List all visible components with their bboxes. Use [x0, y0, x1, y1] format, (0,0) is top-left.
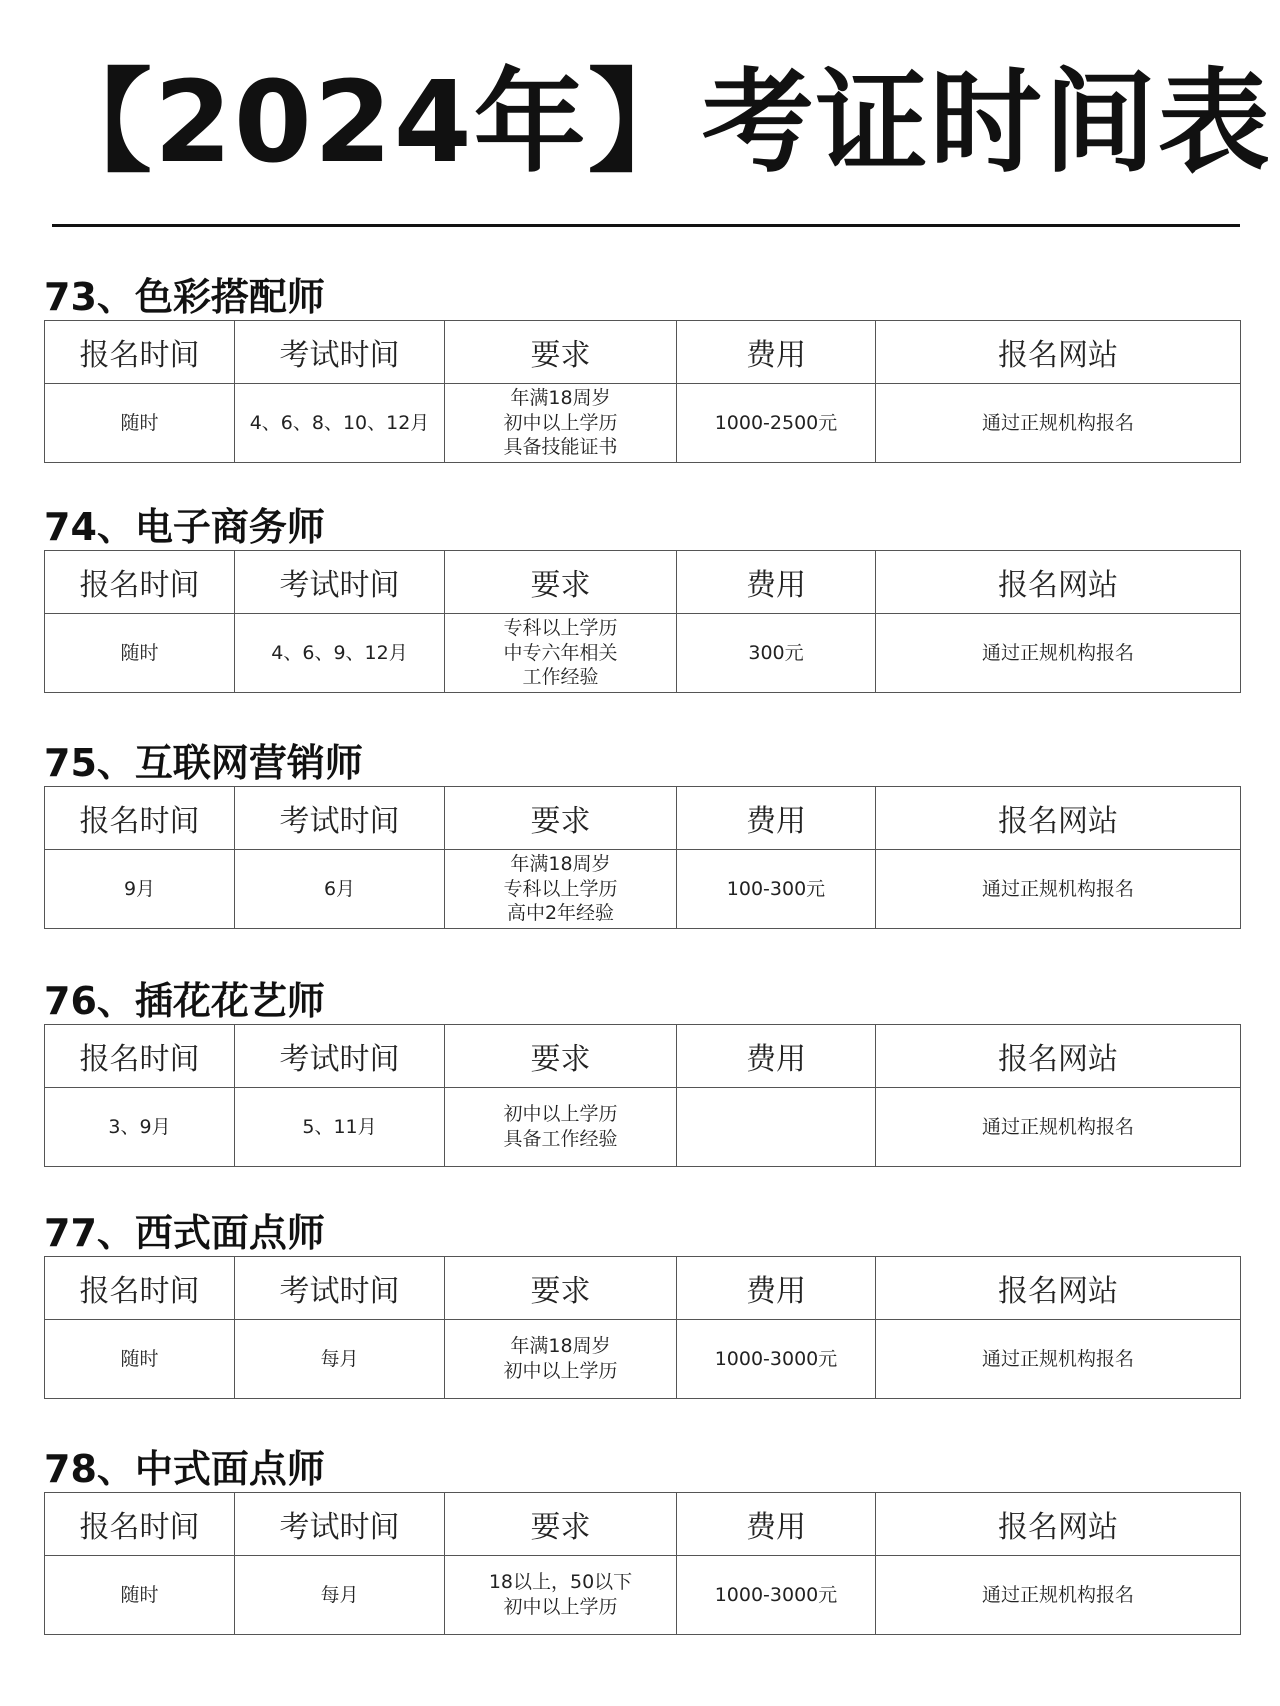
- column-header: 要求: [445, 551, 677, 614]
- column-header: 报名网站: [876, 1257, 1241, 1320]
- exam-time-cell: 每月: [235, 1320, 445, 1399]
- column-header: 费用: [677, 551, 876, 614]
- register-site-cell: 通过正规机构报名: [876, 850, 1241, 929]
- exam-time-cell: 6月: [235, 850, 445, 929]
- register-site-cell: 通过正规机构报名: [876, 1320, 1241, 1399]
- column-header: 费用: [677, 1257, 876, 1320]
- column-header: 要求: [445, 1257, 677, 1320]
- column-header: 考试时间: [235, 321, 445, 384]
- section-title: 73、色彩搭配师: [44, 275, 325, 319]
- column-header: 报名网站: [876, 321, 1241, 384]
- requirement-line: 工作经验: [522, 666, 599, 689]
- column-header: 报名时间: [45, 551, 235, 614]
- table-row: [45, 384, 1241, 463]
- schedule-table: [44, 550, 1241, 693]
- column-header: 费用: [677, 787, 876, 850]
- column-header: 费用: [677, 1025, 876, 1088]
- table-header-row: [45, 787, 1241, 850]
- section-title: 77、西式面点师: [44, 1211, 325, 1255]
- column-header: 报名时间: [45, 787, 235, 850]
- requirements-cell: [445, 1556, 677, 1635]
- fee-cell: 300元: [677, 614, 876, 693]
- column-header: 考试时间: [235, 551, 445, 614]
- column-header: 考试时间: [235, 1257, 445, 1320]
- fee-cell: 1000-2500元: [677, 384, 876, 463]
- column-header: 报名时间: [45, 321, 235, 384]
- register-time-cell: 随时: [45, 1556, 235, 1635]
- fee-cell: [677, 1088, 876, 1167]
- column-header: 要求: [445, 1025, 677, 1088]
- exam-time-cell: 每月: [235, 1556, 445, 1635]
- section-title: 76、插花花艺师: [44, 979, 325, 1023]
- requirements-cell: [445, 384, 677, 463]
- column-header: 费用: [677, 1493, 876, 1556]
- register-site-cell: 通过正规机构报名: [876, 1088, 1241, 1167]
- register-time-cell: 随时: [45, 1320, 235, 1399]
- column-header: 要求: [445, 787, 677, 850]
- requirement-line: 18以上，50以下: [488, 1571, 633, 1594]
- table-header-row: [45, 1025, 1241, 1088]
- table-row: [45, 850, 1241, 929]
- register-time-cell: 随时: [45, 614, 235, 693]
- requirement-line: 专科以上学历: [503, 616, 618, 639]
- requirement-line: 高中2年经验: [506, 902, 615, 925]
- fee-cell: 1000-3000元: [677, 1320, 876, 1399]
- section-title: 74、电子商务师: [44, 505, 325, 549]
- schedule-table: [44, 1256, 1241, 1399]
- column-header: 考试时间: [235, 1493, 445, 1556]
- title-divider: [52, 224, 1240, 227]
- register-site-cell: 通过正规机构报名: [876, 614, 1241, 693]
- requirements-cell: [445, 850, 677, 929]
- table-header-row: [45, 551, 1241, 614]
- requirement-line: 中专六年相关: [503, 641, 618, 664]
- requirement-line: 初中以上学历: [503, 1103, 618, 1126]
- schedule-table: [44, 1024, 1241, 1167]
- requirement-line: 初中以上学历: [503, 411, 618, 434]
- column-header: 报名网站: [876, 1025, 1241, 1088]
- section-title: 78、中式面点师: [44, 1447, 325, 1491]
- section-title: 75、互联网营销师: [44, 741, 363, 785]
- column-header: 考试时间: [235, 787, 445, 850]
- exam-time-cell: 5、11月: [235, 1088, 445, 1167]
- page-title: 【2024年】考证时间表: [40, 58, 1272, 188]
- requirement-line: 初中以上学历: [503, 1360, 618, 1382]
- column-header: 报名时间: [45, 1493, 235, 1556]
- register-time-cell: 随时: [45, 384, 235, 463]
- column-header: 报名时间: [45, 1025, 235, 1088]
- schedule-table: [44, 320, 1241, 463]
- requirements-cell: [445, 614, 677, 693]
- fee-cell: 100-300元: [677, 850, 876, 929]
- table-row: [45, 1556, 1241, 1635]
- column-header: 要求: [445, 1493, 677, 1556]
- requirement-line: 年满18周岁: [510, 852, 611, 875]
- schedule-table: [44, 1492, 1241, 1635]
- exam-time-cell: 4、6、8、10、12月: [235, 384, 445, 463]
- table-row: [45, 614, 1241, 693]
- exam-time-cell: 4、6、9、12月: [235, 614, 445, 693]
- column-header: 报名时间: [45, 1257, 235, 1320]
- column-header: 报名网站: [876, 787, 1241, 850]
- column-header: 费用: [677, 321, 876, 384]
- register-time-cell: 9月: [45, 850, 235, 929]
- table-header-row: [45, 1493, 1241, 1556]
- table-row: [45, 1088, 1241, 1167]
- requirements-cell: [445, 1088, 677, 1167]
- table-row: [45, 1320, 1241, 1399]
- column-header: 报名网站: [876, 551, 1241, 614]
- schedule-table: [44, 786, 1241, 929]
- requirement-line: 具备技能证书: [503, 436, 618, 459]
- requirement-line: 年满18周岁: [510, 386, 611, 409]
- requirement-line: 具备工作经验: [503, 1128, 618, 1150]
- table-header-row: [45, 1257, 1241, 1320]
- register-time-cell: 3、9月: [45, 1088, 235, 1167]
- requirement-line: 初中以上学历: [503, 1596, 618, 1618]
- column-header: 报名网站: [876, 1493, 1241, 1556]
- column-header: 要求: [445, 321, 677, 384]
- table-header-row: [45, 321, 1241, 384]
- requirement-line: 年满18周岁: [510, 1335, 611, 1358]
- register-site-cell: 通过正规机构报名: [876, 384, 1241, 463]
- fee-cell: 1000-3000元: [677, 1556, 876, 1635]
- register-site-cell: 通过正规机构报名: [876, 1556, 1241, 1635]
- column-header: 考试时间: [235, 1025, 445, 1088]
- requirement-line: 专科以上学历: [503, 877, 618, 900]
- requirements-cell: [445, 1320, 677, 1399]
